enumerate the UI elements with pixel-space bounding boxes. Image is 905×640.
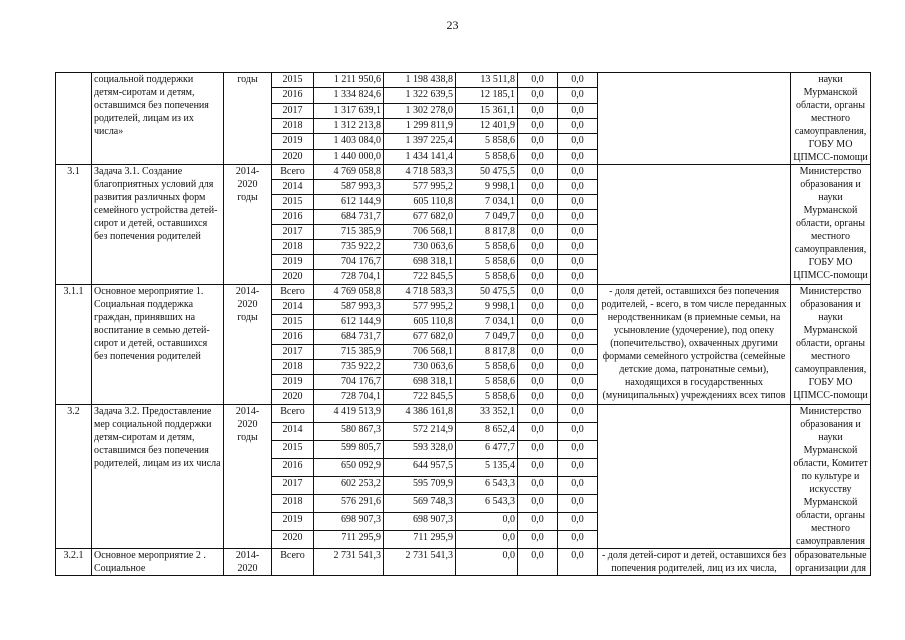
federal-budget-cell: 5 135,4 bbox=[456, 459, 518, 477]
table-row bbox=[56, 165, 871, 180]
regional-budget-cell: 698 907,3 bbox=[384, 513, 456, 531]
year-cell: 2020 bbox=[272, 149, 314, 164]
indicator-cell: - доля детей-сирот и детей, оставшихся без попечения родителей, лиц из их числа, bbox=[598, 549, 791, 576]
row-name: Основное мероприятие 2 . Социальное bbox=[92, 549, 224, 576]
regional-budget-cell: 730 063,6 bbox=[384, 240, 456, 255]
local-budget-cell: 0,0 bbox=[518, 330, 558, 345]
total-cell: 698 907,3 bbox=[314, 513, 384, 531]
local-budget-cell: 0,0 bbox=[518, 423, 558, 441]
federal-budget-cell: 12 401,9 bbox=[456, 118, 518, 133]
regional-budget-cell: 1 198 438,8 bbox=[384, 73, 456, 88]
responsible-cell: Министерство образования и науки Мурманской области, органы местного самоуправления, ГОБУ МО ЦПМСС-помощи bbox=[791, 165, 871, 285]
total-cell: 587 993,3 bbox=[314, 300, 384, 315]
table-row bbox=[56, 549, 871, 576]
indicator-cell bbox=[598, 165, 791, 285]
regional-budget-cell: 1 397 225,4 bbox=[384, 134, 456, 149]
federal-budget-cell: 5 858,6 bbox=[456, 240, 518, 255]
total-cell: 704 176,7 bbox=[314, 255, 384, 270]
year-cell: 2015 bbox=[272, 315, 314, 330]
federal-budget-cell: 5 858,6 bbox=[456, 255, 518, 270]
row-code bbox=[56, 73, 92, 165]
federal-budget-cell: 5 858,6 bbox=[456, 270, 518, 285]
year-cell: 2017 bbox=[272, 477, 314, 495]
federal-budget-cell: 13 511,8 bbox=[456, 73, 518, 88]
local-budget-cell: 0,0 bbox=[518, 390, 558, 405]
year-cell: 2015 bbox=[272, 73, 314, 88]
federal-budget-cell: 7 049,7 bbox=[456, 330, 518, 345]
local-budget-cell: 0,0 bbox=[518, 255, 558, 270]
regional-budget-cell: 698 318,1 bbox=[384, 375, 456, 390]
regional-budget-cell: 572 214,9 bbox=[384, 423, 456, 441]
other-sources-cell: 0,0 bbox=[558, 513, 598, 531]
year-cell: 2020 bbox=[272, 270, 314, 285]
other-sources-cell: 0,0 bbox=[558, 225, 598, 240]
year-cell: 2014 bbox=[272, 180, 314, 195]
local-budget-cell: 0,0 bbox=[518, 180, 558, 195]
total-cell: 580 867,3 bbox=[314, 423, 384, 441]
total-cell: 735 922,2 bbox=[314, 360, 384, 375]
total-cell: 4 769 058,8 bbox=[314, 285, 384, 300]
local-budget-cell: 0,0 bbox=[518, 149, 558, 164]
local-budget-cell: 0,0 bbox=[518, 225, 558, 240]
federal-budget-cell: 0,0 bbox=[456, 531, 518, 549]
total-cell: 1 334 824,6 bbox=[314, 88, 384, 103]
year-cell: 2014 bbox=[272, 423, 314, 441]
total-cell: 602 253,2 bbox=[314, 477, 384, 495]
local-budget-cell: 0,0 bbox=[518, 88, 558, 103]
federal-budget-cell: 5 858,6 bbox=[456, 149, 518, 164]
total-cell: 1 317 639,1 bbox=[314, 103, 384, 118]
local-budget-cell: 0,0 bbox=[518, 270, 558, 285]
year-cell: Всего bbox=[272, 165, 314, 180]
regional-budget-cell: 605 110,8 bbox=[384, 195, 456, 210]
local-budget-cell: 0,0 bbox=[518, 134, 558, 149]
regional-budget-cell: 730 063,6 bbox=[384, 360, 456, 375]
other-sources-cell: 0,0 bbox=[558, 149, 598, 164]
local-budget-cell: 0,0 bbox=[518, 375, 558, 390]
other-sources-cell: 0,0 bbox=[558, 240, 598, 255]
total-cell: 1 440 000,0 bbox=[314, 149, 384, 164]
regional-budget-cell: 706 568,1 bbox=[384, 345, 456, 360]
other-sources-cell: 0,0 bbox=[558, 315, 598, 330]
other-sources-cell: 0,0 bbox=[558, 118, 598, 133]
table-row bbox=[56, 73, 871, 88]
row-period: 2014- 2020 годы bbox=[224, 405, 272, 549]
other-sources-cell: 0,0 bbox=[558, 375, 598, 390]
other-sources-cell: 0,0 bbox=[558, 88, 598, 103]
page-number: 23 bbox=[446, 18, 459, 32]
local-budget-cell: 0,0 bbox=[518, 405, 558, 423]
regional-budget-cell: 4 718 583,3 bbox=[384, 165, 456, 180]
other-sources-cell: 0,0 bbox=[558, 180, 598, 195]
table-row bbox=[56, 285, 871, 300]
responsible-cell: Министерство образования и науки Мурманской области, Комитет по культуре и искусству Мурманской области, органы местного самоуправления bbox=[791, 405, 871, 549]
local-budget-cell: 0,0 bbox=[518, 315, 558, 330]
year-cell: 2015 bbox=[272, 195, 314, 210]
year-cell: 2017 bbox=[272, 225, 314, 240]
local-budget-cell: 0,0 bbox=[518, 459, 558, 477]
total-cell: 599 805,7 bbox=[314, 441, 384, 459]
year-cell: 2017 bbox=[272, 103, 314, 118]
local-budget-cell: 0,0 bbox=[518, 165, 558, 180]
indicator-cell bbox=[598, 73, 791, 165]
federal-budget-cell: 8 652,4 bbox=[456, 423, 518, 441]
local-budget-cell: 0,0 bbox=[518, 495, 558, 513]
total-cell: 1 211 950,6 bbox=[314, 73, 384, 88]
total-cell: 650 092,9 bbox=[314, 459, 384, 477]
total-cell: 684 731,7 bbox=[314, 330, 384, 345]
year-cell: 2014 bbox=[272, 300, 314, 315]
regional-budget-cell: 722 845,5 bbox=[384, 390, 456, 405]
federal-budget-cell: 50 475,5 bbox=[456, 285, 518, 300]
federal-budget-cell: 12 185,1 bbox=[456, 88, 518, 103]
year-cell: 2018 bbox=[272, 118, 314, 133]
other-sources-cell: 0,0 bbox=[558, 390, 598, 405]
federal-budget-cell: 15 361,1 bbox=[456, 103, 518, 118]
regional-budget-cell: 1 434 141,4 bbox=[384, 149, 456, 164]
total-cell: 728 704,1 bbox=[314, 270, 384, 285]
local-budget-cell: 0,0 bbox=[518, 240, 558, 255]
row-name: социальной поддержки детям-сиротам и детям, оставшимся без попечения родителей, лицам из их числа» bbox=[92, 73, 224, 165]
regional-budget-cell: 677 682,0 bbox=[384, 330, 456, 345]
total-cell: 612 144,9 bbox=[314, 195, 384, 210]
local-budget-cell: 0,0 bbox=[518, 477, 558, 495]
program-table bbox=[55, 72, 871, 576]
year-cell: 2018 bbox=[272, 240, 314, 255]
year-cell: 2019 bbox=[272, 134, 314, 149]
other-sources-cell: 0,0 bbox=[558, 300, 598, 315]
other-sources-cell: 0,0 bbox=[558, 531, 598, 549]
row-code: 3.1 bbox=[56, 165, 92, 285]
federal-budget-cell: 7 049,7 bbox=[456, 210, 518, 225]
local-budget-cell: 0,0 bbox=[518, 513, 558, 531]
responsible-cell: образовательные организации для bbox=[791, 549, 871, 576]
local-budget-cell: 0,0 bbox=[518, 73, 558, 88]
total-cell: 1 312 213,8 bbox=[314, 118, 384, 133]
other-sources-cell: 0,0 bbox=[558, 441, 598, 459]
row-period: 2014- 2020 bbox=[224, 549, 272, 576]
other-sources-cell: 0,0 bbox=[558, 255, 598, 270]
regional-budget-cell: 722 845,5 bbox=[384, 270, 456, 285]
responsible-cell: науки Мурманской области, органы местного самоуправления, ГОБУ МО ЦПМСС-помощи bbox=[791, 73, 871, 165]
federal-budget-cell: 50 475,5 bbox=[456, 165, 518, 180]
year-cell: 2016 bbox=[272, 459, 314, 477]
local-budget-cell: 0,0 bbox=[518, 285, 558, 300]
year-cell: 2020 bbox=[272, 531, 314, 549]
other-sources-cell: 0,0 bbox=[558, 549, 598, 576]
other-sources-cell: 0,0 bbox=[558, 73, 598, 88]
federal-budget-cell: 7 034,1 bbox=[456, 195, 518, 210]
federal-budget-cell: 6 543,3 bbox=[456, 477, 518, 495]
regional-budget-cell: 706 568,1 bbox=[384, 225, 456, 240]
year-cell: 2019 bbox=[272, 375, 314, 390]
indicator-cell bbox=[598, 405, 791, 549]
total-cell: 4 769 058,8 bbox=[314, 165, 384, 180]
total-cell: 728 704,1 bbox=[314, 390, 384, 405]
federal-budget-cell: 7 034,1 bbox=[456, 315, 518, 330]
year-cell: 2016 bbox=[272, 210, 314, 225]
regional-budget-cell: 577 995,2 bbox=[384, 300, 456, 315]
year-cell: 2015 bbox=[272, 441, 314, 459]
other-sources-cell: 0,0 bbox=[558, 423, 598, 441]
local-budget-cell: 0,0 bbox=[518, 195, 558, 210]
other-sources-cell: 0,0 bbox=[558, 405, 598, 423]
row-code: 3.1.1 bbox=[56, 285, 92, 405]
regional-budget-cell: 1 322 639,5 bbox=[384, 88, 456, 103]
regional-budget-cell: 1 302 278,0 bbox=[384, 103, 456, 118]
regional-budget-cell: 569 748,3 bbox=[384, 495, 456, 513]
local-budget-cell: 0,0 bbox=[518, 549, 558, 576]
federal-budget-cell: 33 352,1 bbox=[456, 405, 518, 423]
other-sources-cell: 0,0 bbox=[558, 103, 598, 118]
other-sources-cell: 0,0 bbox=[558, 285, 598, 300]
federal-budget-cell: 8 817,8 bbox=[456, 225, 518, 240]
other-sources-cell: 0,0 bbox=[558, 210, 598, 225]
regional-budget-cell: 644 957,5 bbox=[384, 459, 456, 477]
year-cell: Всего bbox=[272, 285, 314, 300]
total-cell: 612 144,9 bbox=[314, 315, 384, 330]
regional-budget-cell: 698 318,1 bbox=[384, 255, 456, 270]
responsible-cell: Министерство образования и науки Мурманской области, органы местного самоуправления, ГОБУ МО ЦПМСС-помощи bbox=[791, 285, 871, 405]
row-name: Основное мероприятие 1. Социальная поддержка граждан, принявших на воспитание в семью детей-сирот и детей, оставшихся без попечения родителей bbox=[92, 285, 224, 405]
total-cell: 735 922,2 bbox=[314, 240, 384, 255]
regional-budget-cell: 577 995,2 bbox=[384, 180, 456, 195]
federal-budget-cell: 6 477,7 bbox=[456, 441, 518, 459]
year-cell: Всего bbox=[272, 549, 314, 576]
federal-budget-cell: 5 858,6 bbox=[456, 134, 518, 149]
federal-budget-cell: 0,0 bbox=[456, 549, 518, 576]
federal-budget-cell: 6 543,3 bbox=[456, 495, 518, 513]
total-cell: 1 403 084,0 bbox=[314, 134, 384, 149]
other-sources-cell: 0,0 bbox=[558, 270, 598, 285]
regional-budget-cell: 605 110,8 bbox=[384, 315, 456, 330]
year-cell: 2019 bbox=[272, 255, 314, 270]
federal-budget-cell: 5 858,6 bbox=[456, 390, 518, 405]
other-sources-cell: 0,0 bbox=[558, 134, 598, 149]
total-cell: 4 419 513,9 bbox=[314, 405, 384, 423]
local-budget-cell: 0,0 bbox=[518, 300, 558, 315]
federal-budget-cell: 5 858,6 bbox=[456, 375, 518, 390]
table-row bbox=[56, 405, 871, 423]
year-cell: 2018 bbox=[272, 360, 314, 375]
total-cell: 711 295,9 bbox=[314, 531, 384, 549]
federal-budget-cell: 5 858,6 bbox=[456, 360, 518, 375]
row-name: Задача 3.1. Создание благоприятных условий для развития различных форм семейного устройства детей-сирот и детей, оставшихся без попечения родителей bbox=[92, 165, 224, 285]
regional-budget-cell: 4 718 583,3 bbox=[384, 285, 456, 300]
regional-budget-cell: 2 731 541,3 bbox=[384, 549, 456, 576]
row-code: 3.2.1 bbox=[56, 549, 92, 576]
year-cell: 2016 bbox=[272, 88, 314, 103]
local-budget-cell: 0,0 bbox=[518, 103, 558, 118]
regional-budget-cell: 677 682,0 bbox=[384, 210, 456, 225]
federal-budget-cell: 9 998,1 bbox=[456, 180, 518, 195]
other-sources-cell: 0,0 bbox=[558, 459, 598, 477]
other-sources-cell: 0,0 bbox=[558, 360, 598, 375]
year-cell: 2016 bbox=[272, 330, 314, 345]
other-sources-cell: 0,0 bbox=[558, 345, 598, 360]
other-sources-cell: 0,0 bbox=[558, 195, 598, 210]
total-cell: 684 731,7 bbox=[314, 210, 384, 225]
row-period: 2014- 2020 годы bbox=[224, 285, 272, 405]
total-cell: 576 291,6 bbox=[314, 495, 384, 513]
total-cell: 587 993,3 bbox=[314, 180, 384, 195]
local-budget-cell: 0,0 bbox=[518, 441, 558, 459]
other-sources-cell: 0,0 bbox=[558, 477, 598, 495]
total-cell: 2 731 541,3 bbox=[314, 549, 384, 576]
local-budget-cell: 0,0 bbox=[518, 118, 558, 133]
local-budget-cell: 0,0 bbox=[518, 210, 558, 225]
other-sources-cell: 0,0 bbox=[558, 330, 598, 345]
regional-budget-cell: 593 328,0 bbox=[384, 441, 456, 459]
federal-budget-cell: 0,0 bbox=[456, 513, 518, 531]
regional-budget-cell: 1 299 811,9 bbox=[384, 118, 456, 133]
year-cell: 2018 bbox=[272, 495, 314, 513]
local-budget-cell: 0,0 bbox=[518, 360, 558, 375]
total-cell: 704 176,7 bbox=[314, 375, 384, 390]
other-sources-cell: 0,0 bbox=[558, 165, 598, 180]
total-cell: 715 385,9 bbox=[314, 225, 384, 240]
regional-budget-cell: 595 709,9 bbox=[384, 477, 456, 495]
year-cell: 2020 bbox=[272, 390, 314, 405]
row-code: 3.2 bbox=[56, 405, 92, 549]
local-budget-cell: 0,0 bbox=[518, 345, 558, 360]
federal-budget-cell: 9 998,1 bbox=[456, 300, 518, 315]
regional-budget-cell: 711 295,9 bbox=[384, 531, 456, 549]
year-cell: 2019 bbox=[272, 513, 314, 531]
row-period: годы bbox=[224, 73, 272, 165]
row-period: 2014- 2020 годы bbox=[224, 165, 272, 285]
regional-budget-cell: 4 386 161,8 bbox=[384, 405, 456, 423]
federal-budget-cell: 8 817,8 bbox=[456, 345, 518, 360]
indicator-cell: - доля детей, оставшихся без попечения родителей, - всего, в том числе переданных неродственникам (в приемные семьи, на усыновление (удочерение), под опеку (попечительство), охваченных другими формами семейного устройства (семейные детские дома, патронатные семьи), находящихся в государственных (муниципальных) учреждениях всех типов bbox=[598, 285, 791, 405]
row-name: Задача 3.2. Предоставление мер социальной поддержки детям-сиротам и детям, оставшимся без попечения родителей, лицам из их числа bbox=[92, 405, 224, 549]
other-sources-cell: 0,0 bbox=[558, 495, 598, 513]
total-cell: 715 385,9 bbox=[314, 345, 384, 360]
local-budget-cell: 0,0 bbox=[518, 531, 558, 549]
year-cell: 2017 bbox=[272, 345, 314, 360]
year-cell: Всего bbox=[272, 405, 314, 423]
